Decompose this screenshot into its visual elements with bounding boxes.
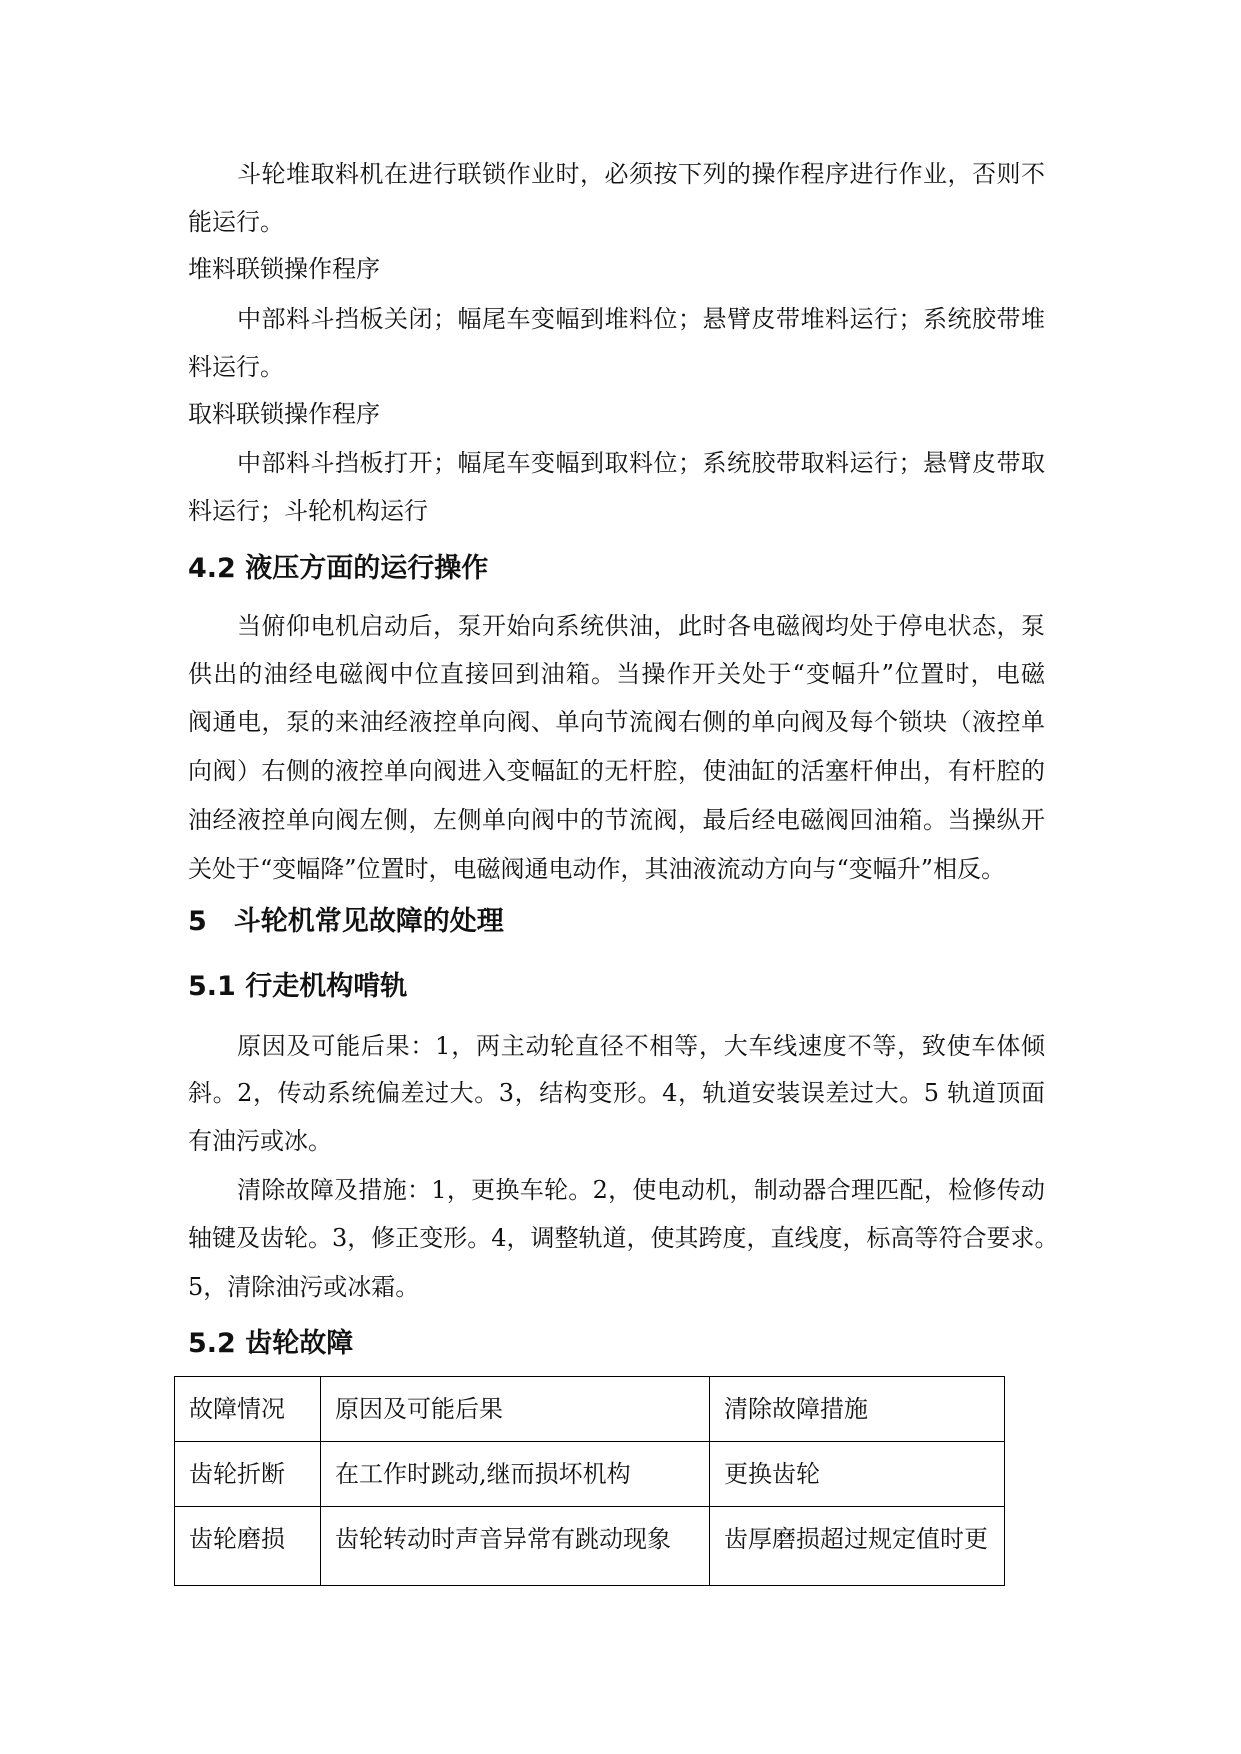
table-header-row: [175, 1377, 1005, 1442]
paragraph-line: 能运行。: [188, 208, 284, 236]
table-cell: 齿轮转动时声音异常有跳动现象: [321, 1507, 710, 1586]
section-heading: 5.2 齿轮故障: [188, 1328, 354, 1359]
section-heading: 5.1 行走机构啃轨: [188, 971, 408, 1002]
paragraph-line: 供出的油经电磁阀中位直接回到油箱。当操作开关处于“变幅升”位置时，电磁: [188, 660, 1045, 688]
paragraph-line: 料运行。: [188, 353, 284, 381]
table-cell: 在工作时跳动,继而损坏机构: [321, 1442, 710, 1507]
paragraph-line: 中部料斗挡板关闭；幅尾车变幅到堆料位；悬臂皮带堆料运行；系统胶带堆: [237, 305, 1045, 333]
gear-fault-table: [174, 1376, 1005, 1586]
paragraph-line: 清除故障及措施：1，更换车轮。2，使电动机，制动器合理匹配，检修传动: [237, 1176, 1045, 1204]
paragraph-line: 斜。2，传动系统偏差过大。3，结构变形。4，轨道安装误差过大。5 轨道顶面: [188, 1079, 1045, 1107]
paragraph-line: 油经液控单向阀左侧，左侧单向阀中的节流阀，最后经电磁阀回油箱。当操纵开: [188, 806, 1045, 834]
table-header-cell: 原因及可能后果: [321, 1377, 710, 1442]
subsection-label: 取料联锁操作程序: [188, 400, 380, 428]
paragraph-line: 料运行；斗轮机构运行: [188, 497, 428, 525]
table-row: [175, 1442, 1005, 1507]
table-cell: 更换齿轮: [710, 1442, 1005, 1507]
paragraph-line: 中部料斗挡板打开；幅尾车变幅到取料位；系统胶带取料运行；悬臂皮带取: [237, 449, 1045, 477]
table-header-cell: 清除故障措施: [710, 1377, 1005, 1442]
section-heading: 4.2 液压方面的运行操作: [188, 553, 489, 584]
subsection-label: 堆料联锁操作程序: [188, 255, 380, 283]
paragraph-line: 原因及可能后果：1，两主动轮直径不相等，大车线速度不等，致使车体倾: [237, 1032, 1045, 1060]
table-cell: 齿轮折断: [175, 1442, 321, 1507]
paragraph-line: 向阀）右侧的液控单向阀进入变幅缸的无杆腔，使油缸的活塞杆伸出，有杆腔的: [188, 757, 1045, 785]
table-cell: 齿轮磨损: [175, 1507, 321, 1586]
paragraph-line: 有油污或冰。: [188, 1127, 332, 1155]
paragraph-line: 阀通电，泵的来油经液控单向阀、单向节流阀右侧的单向阀及每个锁块（液控单: [188, 708, 1045, 736]
paragraph-line: 斗轮堆取料机在进行联锁作业时，必须按下列的操作程序进行作业，否则不: [237, 160, 1045, 188]
paragraph-line: 轴键及齿轮。3，修正变形。4，调整轨道，使其跨度，直线度，标高等符合要求。: [188, 1224, 1059, 1252]
paragraph-line: 5，清除油污或冰霜。: [188, 1273, 420, 1301]
table-header-cell: 故障情况: [175, 1377, 321, 1442]
section-heading: 5 斗轮机常见故障的处理: [188, 906, 504, 937]
table-cell: 齿厚磨损超过规定值时更: [710, 1507, 1005, 1586]
paragraph-line: 关处于“变幅降”位置时，电磁阀通电动作，其油液流动方向与“变幅升”相反。: [188, 855, 1006, 883]
table-row: [175, 1507, 1005, 1586]
paragraph-line: 当俯仰电机启动后，泵开始向系统供油，此时各电磁阀均处于停电状态，泵: [237, 612, 1045, 640]
